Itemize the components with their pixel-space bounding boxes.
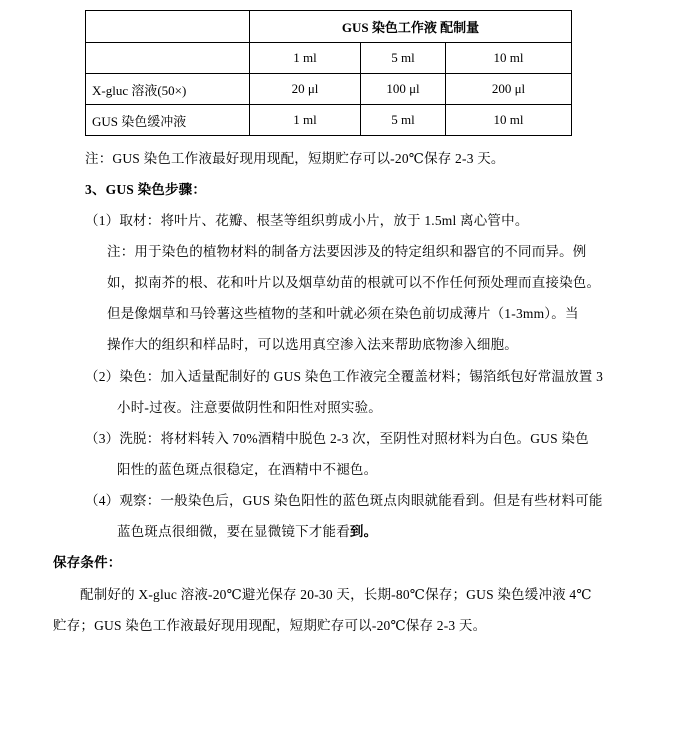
table-corner-cell [86,11,250,43]
table-header-cell: 10 ml [446,43,572,74]
step1-note-line: 但是像烟草和马铃薯这些植物的茎和叶就必须在染色前切成薄片（1-3mm）。当 [107,306,579,321]
storage-text-cont: 贮存；GUS 染色工作液最好现用现配，短期贮存可以-20℃保存 2-3 天。 [53,618,487,633]
table-row [86,74,572,105]
table-cell: 10 ml [446,105,572,136]
section3-heading: 3、GUS 染色步骤： [85,182,207,197]
step3-text-cont: 阳性的蓝色斑点很稳定，在酒精中不褪色。 [117,462,378,477]
step3-text: （3）洗脱：将材料转入 70%酒精中脱色 2-3 次，至阴性对照材料为白色。GUS 染色 [85,431,589,446]
table-header-cell: 5 ml [361,43,446,74]
step1-note-line: 如，拟南芥的根、花和叶片以及烟草幼苗的根就可以不作任何预处理而直接染色。 [107,275,601,290]
table-row [86,105,572,136]
table-header-cell: 1 ml [250,43,361,74]
table-title: GUS 染色工作液 配制量 [250,11,572,43]
step2-text-cont: 小时-过夜。注意要做阴性和阳性对照实验。 [117,400,382,415]
table-cell: 20 μl [250,74,361,105]
table-row-label: X-gluc 溶液(50×) [86,74,250,105]
step4-text-main: 蓝色斑点很细微，要在显微镜下才能看 [117,524,350,539]
step1-text: （1）取材：将叶片、花瓣、根茎等组织剪成小片，放于 1.5ml 离心管中。 [85,213,529,228]
table-title-row [86,11,572,43]
table-empty-header [86,43,250,74]
table-cell: 1 ml [250,105,361,136]
step1-note-line: 注：用于染色的植物材料的制备方法要因涉及的特定组织和器官的不同而异。例 [107,244,587,259]
table-cell: 200 μl [446,74,572,105]
step4-text-cont [117,520,377,540]
storage-text: 配制好的 X-gluc 溶液-20℃避光保存 20-30 天，长期-80℃保存；GUS 染色缓冲液 4℃ [80,587,592,602]
step2-text: （2）染色：加入适量配制好的 GUS 染色工作液完全覆盖材料；锡箔纸包好常温放置 3 [85,369,604,384]
step4-text: （4）观察：一般染色后，GUS 染色阳性的蓝色斑点肉眼就能看到。但是有些材料可能 [85,493,603,508]
table-cell: 5 ml [361,105,446,136]
table-header-row [86,43,572,74]
step4-text-bold: 到。 [349,524,378,539]
table-note: 注：GUS 染色工作液最好现用现配，短期贮存可以-20℃保存 2-3 天。 [85,151,505,166]
table-row-label: GUS 染色缓冲液 [86,105,250,136]
gus-preparation-table [85,10,572,136]
storage-heading: 保存条件： [53,555,122,570]
step1-note-line: 操作大的组织和样品时，可以选用真空渗入法来帮助底物渗入细胞。 [107,337,518,352]
table-cell: 100 μl [361,74,446,105]
